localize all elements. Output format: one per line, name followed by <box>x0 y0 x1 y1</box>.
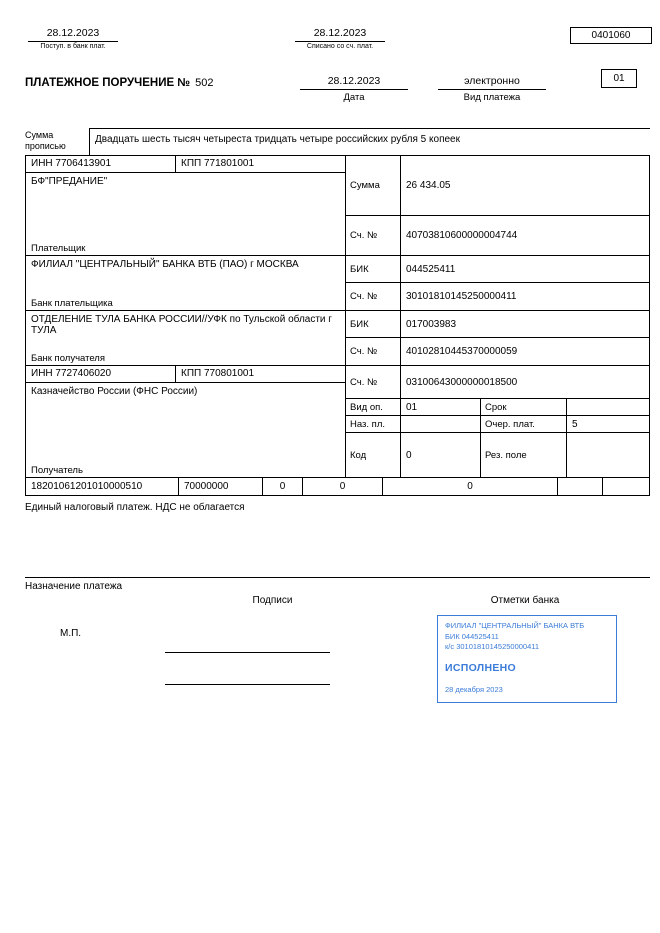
stamp-bik: БИК 044525411 <box>445 631 499 641</box>
amount-words-caption-line1: Сумма <box>25 130 54 140</box>
tax-field-cell: 0 <box>263 478 303 495</box>
payer-bank-account-label: Сч. № <box>346 283 401 310</box>
signature-line-2 <box>165 684 330 685</box>
priority-value: 5 <box>572 418 578 430</box>
payer-account-value-cell: 40703810600000004744 <box>406 230 518 241</box>
payee-kpp-cell: КПП 770801001 <box>181 368 255 379</box>
reserve-field-value <box>567 433 649 477</box>
payer-caption: Плательщик <box>31 243 86 254</box>
tax-field-cell <box>558 478 603 495</box>
debited-date-caption: Списано со сч. плат. <box>306 43 374 50</box>
term-label: Срок <box>481 399 567 415</box>
payee-name: Казначейство России (ФНС России) <box>31 386 198 397</box>
received-date-block <box>28 27 118 50</box>
payer-inn-kpp-row <box>26 156 345 173</box>
amount-words-strip <box>25 128 650 155</box>
main-table-left-column <box>26 156 346 477</box>
code-value: 0 <box>401 433 481 477</box>
amount-value-cell: 26 434.05 <box>406 180 451 191</box>
amount-row <box>346 156 649 216</box>
payee-inn-cell: ИНН 7727406020 <box>26 366 176 382</box>
payer-account-row <box>346 216 649 256</box>
tax-fields-row <box>25 478 650 496</box>
debited-date-block <box>295 27 385 50</box>
purpose-divider <box>25 577 650 578</box>
doc-title-line <box>25 77 214 89</box>
payer-inn-cell: ИНН 7706413901 <box>26 156 176 172</box>
signature-line-1 <box>165 652 330 653</box>
received-date-field: 28.12.2023 <box>28 27 118 42</box>
mp-label: М.П. <box>60 628 82 639</box>
payer-bank-bik-row <box>346 256 649 283</box>
main-table <box>25 155 650 478</box>
bank-stamp <box>437 615 617 703</box>
amount-words-caption-line2: прописью <box>25 140 66 151</box>
payee-cell <box>26 383 345 477</box>
purpose-caption: Назначение платежа <box>25 581 123 592</box>
payee-bank-account-value: 40102810445370000059 <box>406 346 518 357</box>
payee-bank-bik-row <box>346 311 649 338</box>
payee-caption: Получатель <box>31 465 83 476</box>
payer-bank-bik-value: 044525411 <box>406 263 456 275</box>
payment-basis-value <box>401 416 481 432</box>
amount-words-value: Двадцать шесть тысяч четыреста тридцать четыре российских рубля 5 копеек <box>89 128 650 155</box>
payee-bank-bik-value: 017003983 <box>406 318 457 330</box>
payer-bank-account-value: 30101810145250000411 <box>406 291 517 302</box>
status-code-box: 01 <box>601 69 637 88</box>
doc-date-caption: Дата <box>343 92 365 103</box>
payer-bank-caption: Банк плательщика <box>31 298 113 309</box>
tax-field-cell: 18201061201010000510 <box>26 478 179 495</box>
payment-kind-caption: Вид платежа <box>463 92 521 103</box>
bank-marks-caption: Отметки банка <box>490 595 560 606</box>
code-label: Код <box>346 433 401 477</box>
payee-bank-account-label: Сч. № <box>346 338 401 365</box>
payer-bank-name: ФИЛИАЛ "ЦЕНТРАЛЬНЫЙ" БАНКА ВТБ (ПАО) г МОСКВА <box>31 259 299 270</box>
purpose-text: Единый налоговый платеж. НДС не облагается <box>25 502 245 513</box>
received-date-caption: Поступ. в банк плат. <box>40 43 106 50</box>
doc-title: ПЛАТЕЖНОЕ ПОРУЧЕНИЕ № <box>25 77 191 89</box>
amount-words-caption <box>25 128 89 155</box>
amount-label-cell: Сумма <box>346 156 401 215</box>
tax-field-cell: 70000000 <box>179 478 263 495</box>
payer-bank-bik-label: БИК <box>346 256 401 282</box>
payment-basis-label: Наз. пл. <box>346 416 401 432</box>
debited-date-field: 28.12.2023 <box>295 27 385 42</box>
reserve-field-label: Рез. поле <box>481 433 567 477</box>
code-row <box>346 433 649 477</box>
payer-name: БФ"ПРЕДАНИЕ" <box>31 176 108 187</box>
doc-date-block <box>300 75 408 103</box>
op-type-value: 01 <box>401 399 481 415</box>
payee-bank-caption: Банк получателя <box>31 353 105 364</box>
payee-account-row <box>346 366 649 399</box>
stamp-date: 28 декабря 2023 <box>445 685 503 695</box>
payment-kind-field: электронно <box>438 75 546 90</box>
stamp-corr-account: к/с 30101810145250000411 <box>445 642 540 651</box>
payer-bank-cell <box>26 256 345 311</box>
tax-field-cell: 0 <box>303 478 383 495</box>
payee-bank-name: ОТДЕЛЕНИЕ ТУЛА БАНКА РОССИИ//УФК по Тульской области г ТУЛА <box>31 314 332 336</box>
op-type-row <box>346 399 649 416</box>
payee-account-label-cell: Сч. № <box>346 366 401 398</box>
payer-kpp-cell: КПП 771801001 <box>181 158 255 169</box>
doc-date-field: 28.12.2023 <box>300 75 408 90</box>
payer-account-label-cell: Сч. № <box>346 216 401 255</box>
payee-account-value-cell: 03100643000000018500 <box>406 376 518 388</box>
op-type-label: Вид оп. <box>346 399 401 415</box>
payment-basis-row <box>346 416 649 433</box>
signatures-caption: Подписи <box>252 595 293 606</box>
tax-field-cell: 0 <box>383 478 558 495</box>
payment-kind-block <box>438 75 546 103</box>
payee-bank-account-row <box>346 338 649 366</box>
term-value <box>567 399 649 415</box>
payee-inn-kpp-row <box>26 366 345 383</box>
payee-bank-bik-label: БИК <box>346 311 401 337</box>
priority-label: Очер. плат. <box>481 416 567 432</box>
stamp-bank-name: ФИЛИАЛ "ЦЕНТРАЛЬНЫЙ" БАНКА ВТБ <box>445 621 585 630</box>
main-table-right-column <box>346 156 649 477</box>
payer-cell <box>26 173 345 256</box>
tax-field-cell <box>603 478 649 495</box>
stamp-status: ИСПОЛНЕНО <box>445 661 516 674</box>
payee-bank-cell <box>26 311 345 366</box>
doc-number: 502 <box>195 77 214 89</box>
payer-bank-account-row <box>346 283 649 311</box>
form-code-box: 0401060 <box>570 27 652 44</box>
